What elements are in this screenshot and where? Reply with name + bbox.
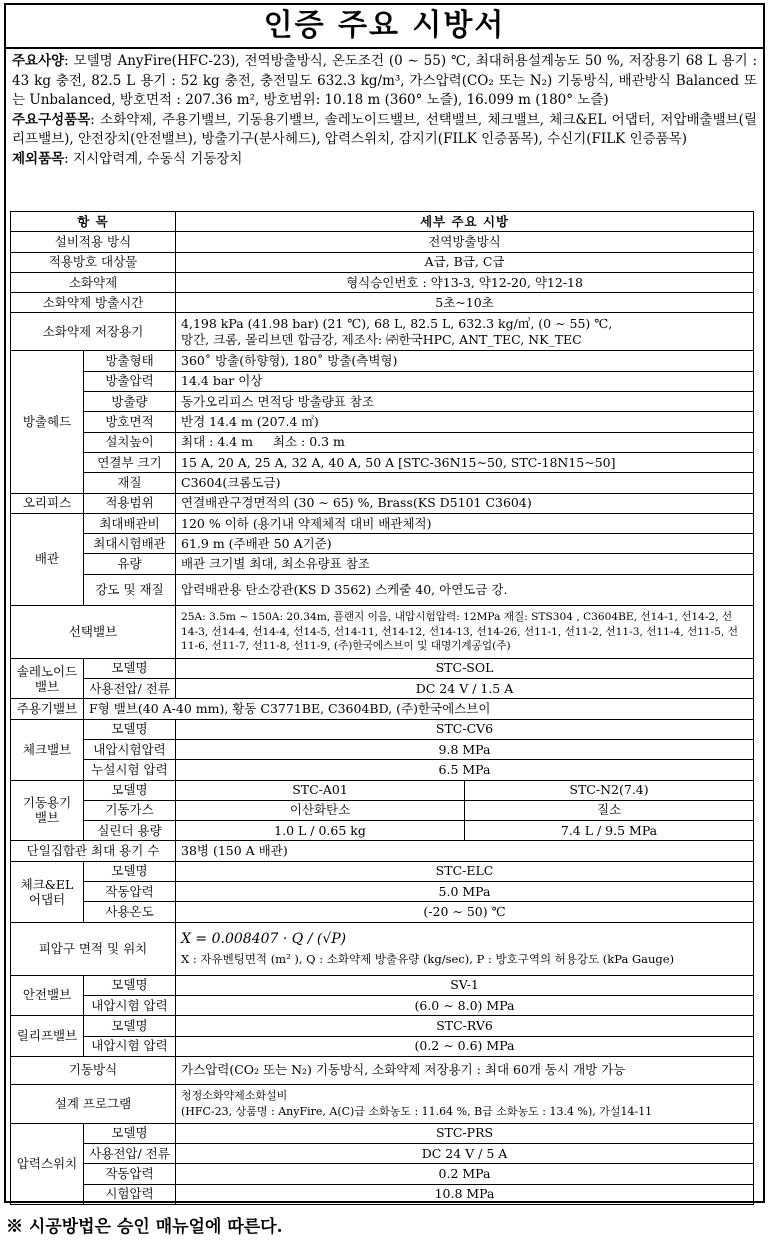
row-value: STC-ELC <box>176 861 754 881</box>
pipe-group-label: 배관 <box>11 513 84 605</box>
row-value-b: STC-N2(7.4) <box>465 780 754 800</box>
row-value: 61.9 m (주배관 50 A기준) <box>176 534 754 554</box>
row-label: 소화약제 <box>11 272 176 292</box>
table-row <box>11 232 754 252</box>
row-value: 형식승인번호 : 약13-3, 약12-20, 약12-18 <box>176 272 754 292</box>
row-label: 사용전압/ 전류 <box>84 1144 176 1164</box>
row-label: 누설시험 압력 <box>84 760 176 780</box>
row-value: 10.8 MPa <box>176 1184 754 1204</box>
table-row <box>11 313 754 351</box>
row-label: 설치높이 <box>84 432 176 452</box>
table-row <box>11 1084 754 1123</box>
head-group-label: 방출헤드 <box>11 351 84 493</box>
table-row <box>11 1016 754 1036</box>
row-value: 가스압력(CO₂ 또는 N₂) 기동방식, 소화약제 저장용기 : 최대 60개 동시 개방 가능 <box>176 1056 754 1084</box>
spec-table <box>10 211 754 1205</box>
row-value-a: 1.0 L / 0.65 kg <box>176 821 465 841</box>
row-value: (-20 ∼ 50) ℃ <box>176 902 754 922</box>
row-label: 피압구 면적 및 위치 <box>11 922 176 975</box>
table-row <box>11 760 754 780</box>
row-label: 기동방식 <box>11 1056 176 1084</box>
table-row <box>11 554 754 574</box>
table-row <box>11 412 754 432</box>
row-label: 주용기밸브 <box>11 699 84 719</box>
row-value: F형 밸브(40 A-40 mm), 황동 C3771BE, C3604BD, (주)한국에스브이 <box>84 699 754 719</box>
row-label: 단일집합관 최대 용기 수 <box>11 841 176 861</box>
row-value: 14.4 bar 이상 <box>176 371 754 391</box>
table-row <box>11 432 754 452</box>
table-row <box>11 272 754 292</box>
vent-description: X : 자유벤팅면적 (m² ), Q : 소화약제 방출유량 (kg/sec), P : 방호구역의 허용강도 (kPa Gauge) <box>181 951 675 966</box>
table-row <box>11 841 754 861</box>
row-value: 배관 크기별 최대, 최소유량표 참조 <box>176 554 754 574</box>
table-row <box>11 780 754 800</box>
table-row <box>11 800 754 820</box>
row-value: A급, B급, C급 <box>176 252 754 272</box>
row-label: 사용온도 <box>84 902 176 922</box>
main-spec-label: 주요사양 <box>12 53 65 69</box>
row-label: 소화약제 저장용기 <box>11 313 176 351</box>
row-value: (6.0 ∼ 8.0) MPa <box>176 995 754 1015</box>
program-line-1: 청정소화약제소화설비 <box>181 1088 288 1102</box>
table-row <box>11 293 754 313</box>
row-label: 재질 <box>84 473 176 493</box>
row-label: 내압시험 압력 <box>84 995 176 1015</box>
row-label: 실린더 용량 <box>84 821 176 841</box>
row-value: 360˚ 방출(하향형), 180˚ 방출(측벽형) <box>176 351 754 371</box>
row-value-a: STC-A01 <box>176 780 465 800</box>
table-header-row <box>11 212 754 232</box>
row-label: 모델명 <box>84 975 176 995</box>
el-adapter-group-label: 체크&EL 어댑터 <box>11 861 84 922</box>
excluded-text: : 지시압력계, 수동식 기동장치 <box>64 150 243 167</box>
row-value: 전역방출방식 <box>176 232 754 252</box>
table-row <box>11 605 754 658</box>
intro-section <box>6 49 763 169</box>
row-value: SV-1 <box>176 975 754 995</box>
header-item: 항 목 <box>11 212 176 232</box>
row-label: 기동가스 <box>84 800 176 820</box>
table-row <box>11 975 754 995</box>
row-label: 모델명 <box>84 658 176 678</box>
row-value: STC-SOL <box>176 658 754 678</box>
cylinder-line-1: 4,198 kPa (41.98 bar) (21 ℃), 68 L, 82.5 L, 632.3 kg/㎥, (0 ∼ 55) ℃, <box>181 315 613 331</box>
table-row <box>11 658 754 678</box>
row-label: 모델명 <box>84 1123 176 1143</box>
row-label: 최대시험배관 <box>84 534 176 554</box>
table-row <box>11 739 754 759</box>
row-label: 설계 프로그램 <box>11 1084 176 1123</box>
row-value: (0.2 ∼ 0.6) MPa <box>176 1036 754 1056</box>
vent-formula: X = 0.008407 · Q / (√P) <box>181 930 347 947</box>
start-group-label: 기동용기 밸브 <box>11 780 84 841</box>
table-row <box>11 513 754 533</box>
document-title: 인증 주요 시방서 <box>6 5 763 49</box>
main-parts-text: : 소화약제, 주용기밸브, 기동용기밸브, 솔레노이드밸브, 선택밸브, 체크밸브, 체크&EL 어댑터, 저압배출밸브(릴리프밸브), 안전장치(안전밸브), 방출기구(분사헤드), 압력스위치, 감지기(FILK 인증품목), 수신기(FILK 인증품목) <box>12 111 757 147</box>
table-row <box>11 882 754 902</box>
row-value: DC 24 V / 5 A <box>176 1144 754 1164</box>
table-row <box>11 493 754 513</box>
row-value: STC-PRS <box>176 1123 754 1143</box>
row-value: 압력배관용 탄소강관(KS D 3562) 스케줄 40, 아연도금 강. <box>176 574 754 605</box>
row-label: 적용범위 <box>84 493 176 513</box>
row-value-b: 7.4 L / 9.5 MPa <box>465 821 754 841</box>
relief-group-label: 릴리프밸브 <box>11 1016 84 1057</box>
orifice-group-label: 오리피스 <box>11 493 84 513</box>
table-row <box>11 1164 754 1184</box>
row-value: 15 A, 20 A, 25 A, 32 A, 40 A, 50 A [STC-36N15∼50, STC-18N15∼50] <box>176 452 754 472</box>
table-row <box>11 995 754 1015</box>
row-label: 모델명 <box>84 1016 176 1036</box>
row-value <box>176 313 754 351</box>
table-row <box>11 861 754 881</box>
table-row <box>11 392 754 412</box>
row-label: 적용방호 대상물 <box>11 252 176 272</box>
program-line-2: (HFC-23, 상품명 : AnyFire, A(C)급 소화농도 : 11.64 %, B급 소화농도 : 13.4 %), 가설14-11 <box>181 1104 653 1118</box>
table-row <box>11 351 754 371</box>
row-label: 내압시험 압력 <box>84 1036 176 1056</box>
row-label: 소화약제 방출시간 <box>11 293 176 313</box>
main-parts-label: 주요구성품목 <box>12 111 91 128</box>
footer-note: ※ 시공방법은 승인 매뉴얼에 따른다. <box>6 1217 283 1237</box>
row-label: 작동압력 <box>84 1164 176 1184</box>
row-value <box>176 1084 754 1123</box>
row-value: 반경 14.4 m (207.4 ㎡) <box>176 412 754 432</box>
row-label: 방출압력 <box>84 371 176 391</box>
row-label: 내압시험압력 <box>84 739 176 759</box>
pressure-switch-group-label: 압력스위치 <box>11 1123 84 1204</box>
row-value: 5.0 MPa <box>176 882 754 902</box>
safety-group-label: 안전밸브 <box>11 975 84 1016</box>
solenoid-group-label: 솔레노이드 밸브 <box>11 658 84 699</box>
row-label: 방출형태 <box>84 351 176 371</box>
row-value: 38병 (150 A 배관) <box>176 841 754 861</box>
row-label: 최대배관비 <box>84 513 176 533</box>
row-value: 5초~10초 <box>176 293 754 313</box>
row-label: 모델명 <box>84 861 176 881</box>
row-value: 25A: 3.5m ~ 150A: 20.34m, 플랜지 이음, 내압시험압력: 12MPa 재질: STS304 , C3604BE, 선14-1, 선14-2, 선14-3, 선14-4, 선14-4, 선14-5, 선14-11, 선14-12, 선14-13, 선14-26, 선11-1, 선11-2, 선11-3, 선11-4, 선11-5, 선11-6, 선11-7, 선11-8, 선11-9, (주)한국에스브이 및 대명기계공업(주) <box>176 605 754 658</box>
table-row <box>11 1036 754 1056</box>
table-row <box>11 473 754 493</box>
row-value <box>176 922 754 975</box>
row-value: 0.2 MPa <box>176 1164 754 1184</box>
row-value: 120 % 이하 (용기내 약제체적 대비 배관체적) <box>176 513 754 533</box>
table-row <box>11 1123 754 1143</box>
row-label: 설비적용 방식 <box>11 232 176 252</box>
row-value: STC-CV6 <box>176 719 754 739</box>
table-row <box>11 902 754 922</box>
table-row <box>11 534 754 554</box>
check-group-label: 체크밸브 <box>11 719 84 780</box>
main-parts-paragraph <box>12 111 757 150</box>
row-value: 최대 : 4.4 m 최소 : 0.3 m <box>176 432 754 452</box>
table-row <box>11 1144 754 1164</box>
row-label: 연결부 크기 <box>84 452 176 472</box>
row-label: 방출량 <box>84 392 176 412</box>
table-row <box>11 574 754 605</box>
row-value: 9.8 MPa <box>176 739 754 759</box>
excluded-paragraph <box>12 150 757 170</box>
row-label: 유량 <box>84 554 176 574</box>
table-row <box>11 699 754 719</box>
row-label: 방호면적 <box>84 412 176 432</box>
row-value-b: 질소 <box>465 800 754 820</box>
row-label: 모델명 <box>84 780 176 800</box>
cylinder-line-2: 망간, 크롬, 몰리브덴 합금강, 제조사: ㈜한국HPC, ANT_TEC, NK_TEC <box>181 331 582 347</box>
table-row <box>11 821 754 841</box>
table-row <box>11 371 754 391</box>
excluded-label: 제외품목 <box>12 150 65 167</box>
row-label: 시험압력 <box>84 1184 176 1204</box>
table-row <box>11 679 754 699</box>
row-value: 동가오리피스 면적당 방출량표 참조 <box>176 392 754 412</box>
row-value: C3604(크롬도금) <box>176 473 754 493</box>
header-detail: 세부 주요 시방 <box>176 212 754 232</box>
table-row <box>11 719 754 739</box>
row-label: 사용전압/ 전류 <box>84 679 176 699</box>
table-row <box>11 1056 754 1084</box>
row-label: 선택밸브 <box>11 605 176 658</box>
row-value-a: 이산화탄소 <box>176 800 465 820</box>
main-spec-paragraph <box>12 52 757 111</box>
row-label: 작동압력 <box>84 882 176 902</box>
main-spec-text: : 모델명 AnyFire(HFC-23), 전역방출방식, 온도조건 (0 ∼ 55) ℃, 최대허용설계농도 50 %, 저장용기 68 L 용기 : 43 kg 충전, 82.5 L 용기 : 52 kg 충전, 충전밀도 632.3 kg/m³, 가스압력(CO₂ 또는 N₂) 기동방식, 배관방식 Balanced 또는 Unbalanced, 방호면적 : 207.36 m², 방호범위: 10.18 m (360° 노즐), 16.099 m (180° 노즐) <box>12 53 757 108</box>
row-value: STC-RV6 <box>176 1016 754 1036</box>
table-row <box>11 1184 754 1204</box>
row-value: 6.5 MPa <box>176 760 754 780</box>
table-row <box>11 922 754 975</box>
row-value: 연결배관구경면적의 (30 ∼ 65) %, Brass(KS D5101 C3604) <box>176 493 754 513</box>
row-label: 모델명 <box>84 719 176 739</box>
table-row <box>11 452 754 472</box>
table-row <box>11 252 754 272</box>
row-value: DC 24 V / 1.5 A <box>176 679 754 699</box>
row-label: 강도 및 재질 <box>84 574 176 605</box>
